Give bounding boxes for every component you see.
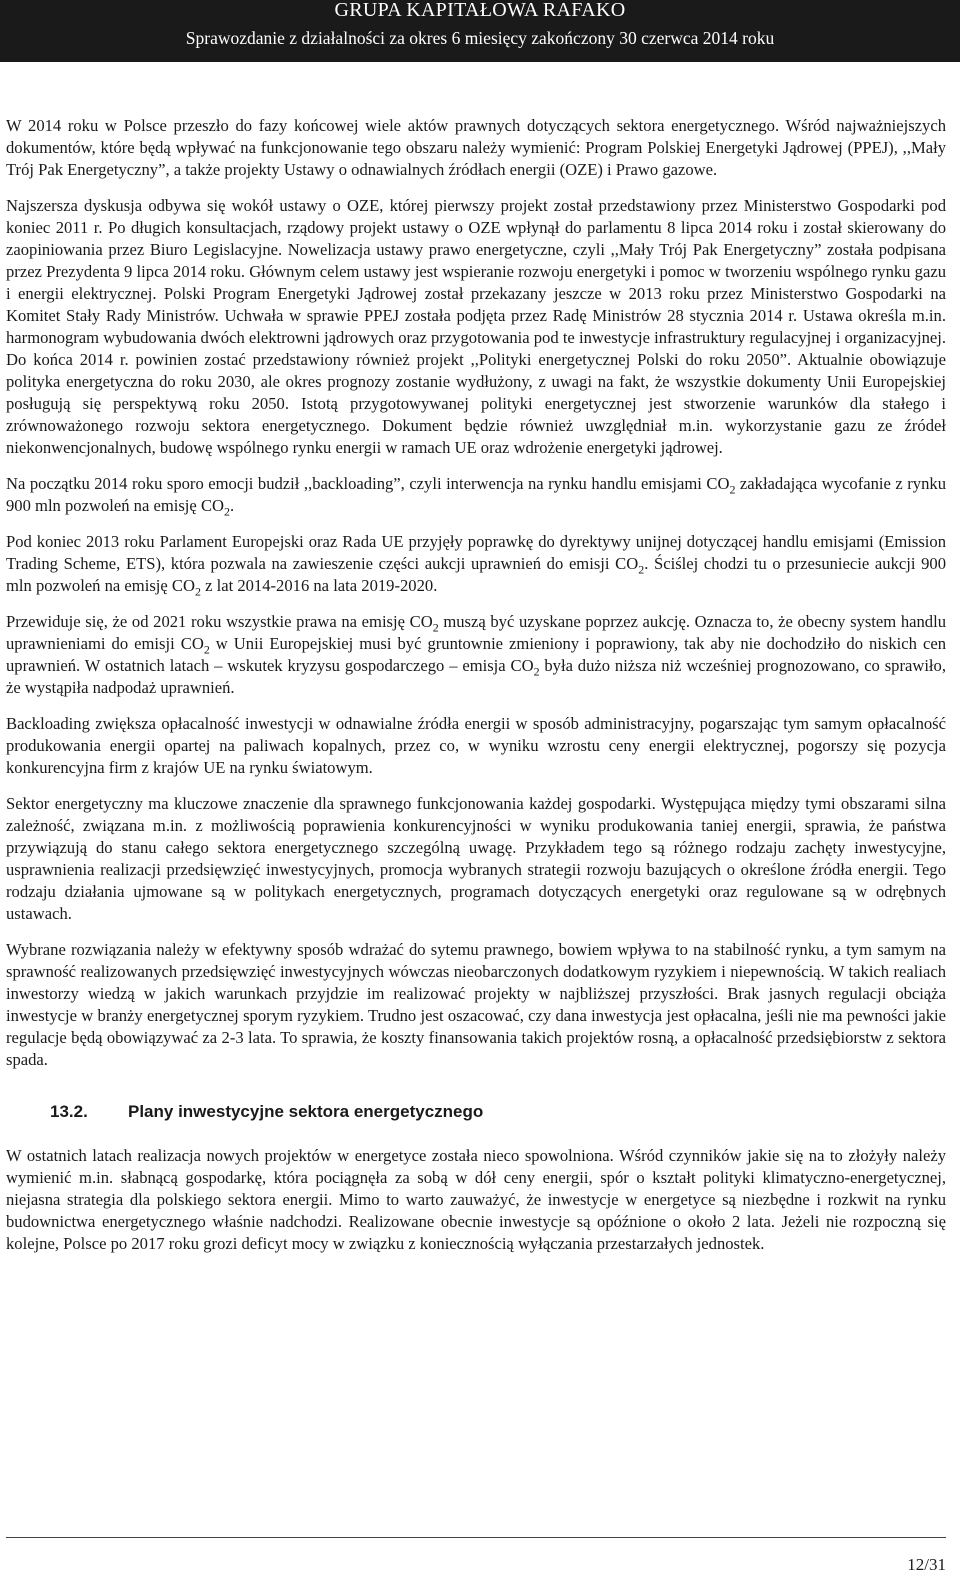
paragraph: Najszersza dyskusja odbywa się wokół ustawy o OZE, której pierwszy projekt został przedstawiony przez Ministerstwo Gospodarki pod koniec 2011 r. Po długich konsultacjach, rządowy projekt ustawy o OZE wpłynął do parlamentu 8 lipca 2014 roku i został skierowany do zaopiniowania przez Biuro Legislacyjne. Nowelizacja ustawy prawo energetyczne, czyli ,,Mały Trój Pak Energetyczny” została podpisana przez Prezydenta 9 lipca 2014 roku. Głównym celem ustawy jest wspieranie rozwoju energetyki i pomoc w tworzeniu wspólnego rynku gazu i energii elektrycznej. Polski Program Energetyki Jądrowej został przekazany jeszcze w 2013 roku przez Ministerstwo Gospodarki na Komitet Stały Rady Ministrów. Uchwała w sprawie PPEJ została podjęta przez Radę Ministrów 28 stycznia 2014 r. Ustawa określa m.in. harmonogram wybudowania dwóch elektrowni jądrowych oraz przygotowania pod te inwestycje infrastruktury regulacyjnej i organizacyjnej. Do końca 2014 r. powinien zostać przedstawiony również projekt ,,Polityki energetycznej Polski do roku 2050”. Aktualnie obowiązuje polityka energetyczna do roku 2030, ale okres prognozy zostanie wydłużony, z uwagi na fakt, że wszystkie dokumenty Unii Europejskiej posługują się perspektywą roku 2050. Istotą przygotowywanej polityki energetycznej jest stworzenie warunków dla stałego i zrównoważonego rozwoju sektora energetycznego. Dokument będzie również uwzględniał m.in. wykorzystanie gazu ze źródeł niekonwencjonalnych, budowę wspólnego rynku energii w ramach UE oraz wdrożenie energetyki jądrowej.: [6, 196, 946, 457]
paragraph: Na początku 2014 roku sporo emocji budził ,,backloading”, czyli interwencja na rynku handlu emisjami $CO_2$ zakładająca wycofanie z rynku 900 mln pozwoleń na emisję $CO_2$.: [6, 474, 946, 519]
company-name: GRUPA KAPITAŁOWA RAFAKO: [334, 0, 626, 21]
page-number: 12/31: [907, 1555, 946, 1574]
footer-divider: [6, 1537, 946, 1538]
document-body: [6, 115, 946, 1269]
paragraph: Wybrane rozwiązania należy w efektywny sposób wdrażać do sytemu prawnego, bowiem wpływa to na stabilność rynku, a tym samym na sprawność realizowanych przedsięwzięć inwestycyjnych wówczas nieobarczonych dodatkowym ryzykiem i niepewnością. W takich realiach inwestorzy wiedzą w jakich warunkach przyjdzie im realizować projekty w najbliższej przyszłości. Brak jasnych regulacji obciąża inwestycje w branży energetycznej sporym ryzykiem. Trudno jest oszacować, czy dana inwestycja jest opłacalna, jeśli nie ma pewności jakie regulacje będą obowiązywać za 2-3 lata. To sprawia, że koszty finansowania takich projektów rosną, a opłacalność przedsiębiorstw z sektora spada.: [6, 940, 946, 1069]
page-header: [0, 0, 960, 62]
paragraph: Przewiduje się, że od 2021 roku wszystkie prawa na emisję $CO_2$ muszą być uzyskane poprzez aukcję. Oznacza to, że obecny system handlu uprawnieniami do emisji $CO_2$ w Unii Europejskiej musi być gruntownie zmieniony i poprawiony, tak aby nie dochodziło do niskich cen uprawnień. W ostatnich latach – wskutek kryzysu gospodarczego – emisja $CO_2$ była dużo niższa niż wcześniej prognozowano, co sprawiło, że wystąpiła nadpodaż uprawnień.: [6, 612, 946, 697]
paragraph: Backloading zwiększa opłacalność inwestycji w odnawialne źródła energii w sposób administracyjny, pogarszając tym samym opłacalność produkowania energii opartej na paliwach kopalnych, przez co, w wyniku wzrostu ceny energii elektrycznej, pogorszy się pozycja konkurencyjna firm z krajów UE na rynku światowym.: [6, 714, 946, 777]
section-number: 13.2.: [50, 1102, 88, 1121]
paragraph: W ostatnich latach realizacja nowych projektów w energetyce została nieco spowolniona. Wśród czynników jakie się na to złożyły należy wymienić m.in. słabnącą gospodarkę, która pociągnęła za sobą w dół ceny energii, spór o kształt polityki klimatyczno-energetycznej, niejasna strategia dla polskiego sektora energii. Mimo to warto zauważyć, że inwestycje w energetyce są niezbędne i rozkwit na rynku budownictwa energetycznego właśnie nadchodzi. Realizowane obecnie inwestycje są opóźnione o około 2 lata. Jeżeli nie rozpoczną się kolejne, Polsce po 2017 roku grozi deficyt mocy w związku z koniecznością wyłączania przestarzałych jednostek.: [6, 1146, 946, 1253]
paragraph: Sektor energetyczny ma kluczowe znaczenie dla sprawnego funkcjonowania każdej gospodarki. Występująca między tymi obszarami silna zależność, związana m.in. z możliwością poprawienia konkurencyjności w wyniku produkowania taniej energii, sprawia, że państwa przywiązują do stanu całego sektora energetycznego szczególną uwagę. Przykładem tego są różnego rodzaju zachęty inwestycyjne, usprawnienia realizacji przedsięwzięć inwestycyjnych, promocja wybranych strategii rozwoju bazujących o określone źródła energii. Tego rodzaju działania ujmowane są w politykach energetycznych, programach dotyczących energetyki oraz regulowane są w odrębnych ustawach.: [6, 794, 946, 923]
paragraph: W 2014 roku w Polsce przeszło do fazy końcowej wiele aktów prawnych dotyczących sektora energetycznego. Wśród najważniejszych dokumentów, które będą wpływać na funkcjonowanie tego obszaru należy wymienić: Program Polskiej Energetyki Jądrowej (PPEJ), ,,Mały Trój Pak Energetyczny”, a także projekty Ustawy o odnawialnych źródłach energii (OZE) i Prawo gazowe.: [6, 116, 946, 179]
report-title: Sprawozdanie z działalności za okres 6 miesięcy zakończony 30 czerwca 2014 roku: [185, 28, 775, 48]
paragraph: Pod koniec 2013 roku Parlament Europejski oraz Rada UE przyjęły poprawkę do dyrektywy unijnej dotyczącej handlu emisjami (Emission Trading Scheme, ETS), która pozwala na zawieszenie części aukcji uprawnień do emisji $CO_2$. Ściślej chodzi tu o przesuniecie aukcji 900 mln pozwoleń na emisję $CO_2$ z lat 2014-2016 na lata 2019-2020.: [6, 532, 947, 599]
section-title: Plany inwestycyjne sektora energetycznego: [128, 1102, 484, 1121]
section-heading: [50, 1101, 946, 1123]
